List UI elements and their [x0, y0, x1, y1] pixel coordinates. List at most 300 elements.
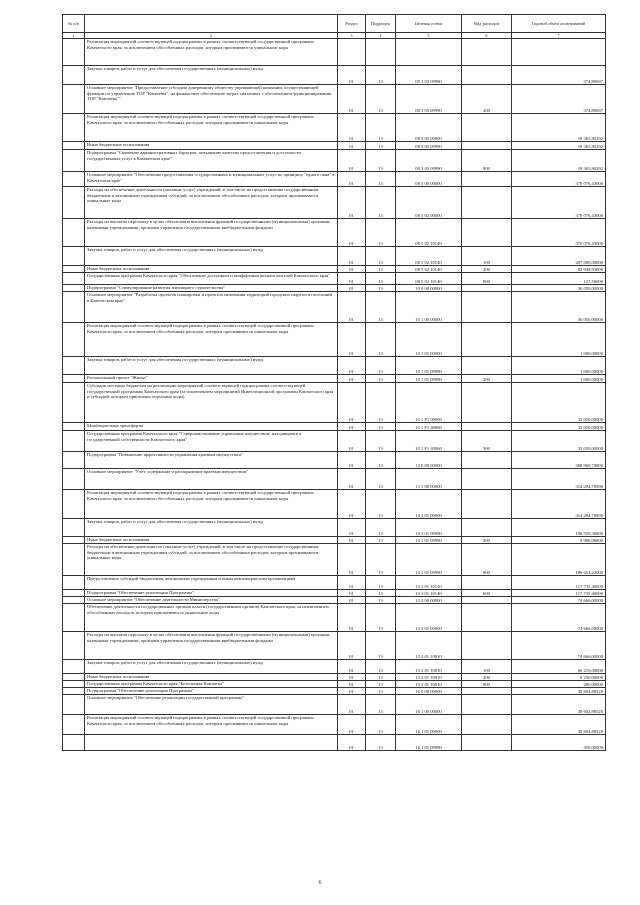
row-sum-cell: 374,89697 — [512, 66, 606, 85]
row-article-cell: 13 2 01 10010 — [396, 632, 462, 660]
row-num-cell — [63, 490, 85, 519]
row-article-cell: 13 1 00 00000 — [396, 469, 462, 490]
row-subchapter-cell: 13 — [366, 187, 396, 219]
row-sum-cell: 374,89697 — [512, 85, 606, 114]
row-name-cell: Закупка товаров, работ и услуг для обеспечения государственных (муниципальных) нужд — [85, 66, 338, 85]
row-subchapter-cell: 13 — [366, 266, 396, 273]
row-sum-cell: 370 076,43000 — [512, 172, 606, 187]
row-subchapter-cell: 13 — [366, 273, 396, 285]
row-name-cell: Основное мероприятие "Учет, содержание и распоряжение краевым имуществом" — [85, 469, 338, 490]
row-subchapter-cell: 13 — [366, 66, 396, 85]
row-name-cell: Основное мероприятие "Обеспечение предоставления государственных и муниципальных услуг по принципу "одного окна" в Камчатском крае" — [85, 172, 338, 187]
table-row — [63, 247, 606, 266]
row-subchapter-cell: 13 — [366, 357, 396, 375]
row-kind-cell — [462, 604, 512, 632]
row-chapter-cell: 01 — [338, 292, 366, 323]
row-num-cell — [63, 423, 85, 431]
row-chapter-cell: 01 — [338, 273, 366, 285]
row-kind-cell — [462, 323, 512, 357]
row-num-cell — [63, 519, 85, 537]
row-num-cell — [63, 660, 85, 674]
header-article: Целевая статья — [396, 15, 462, 33]
row-chapter-cell: 01 — [338, 66, 366, 85]
row-chapter-cell: 01 — [338, 632, 366, 660]
row-chapter-cell: 01 — [338, 674, 366, 681]
row-chapter-cell: 01 — [338, 695, 366, 715]
header-num: № п/п — [63, 15, 85, 33]
row-kind-cell — [462, 490, 512, 519]
row-num-cell — [63, 357, 85, 375]
header-subchapter: Подраздел — [366, 15, 396, 33]
row-name-cell: Подпрограмма "Повышение эффективности управления краевым имуществом" — [85, 452, 338, 469]
row-num-cell — [63, 537, 85, 544]
row-chapter-cell: 01 — [338, 285, 366, 292]
row-chapter-cell: 01 — [338, 423, 366, 431]
row-article-cell: 08 5 02 10140 — [396, 266, 462, 273]
row-num-cell — [63, 85, 85, 114]
row-name-cell: Межбюджетные трансферты — [85, 423, 338, 431]
row-subchapter-cell: 13 — [366, 172, 396, 187]
row-num-cell — [63, 187, 85, 219]
row-subchapter-cell: 13 — [366, 688, 396, 695]
row-article-cell: 13 1 01 09990 — [396, 519, 462, 537]
row-article-cell: 16 0 00 00000 — [396, 688, 462, 695]
row-chapter-cell: 01 — [338, 266, 366, 273]
budget-table — [62, 14, 606, 751]
row-chapter-cell: 01 — [338, 114, 366, 142]
row-kind-cell: 600 — [462, 590, 512, 597]
row-name-cell: Основное мероприятие "Обеспечение реализации государственной программы" — [85, 695, 338, 715]
row-chapter-cell: 01 — [338, 187, 366, 219]
row-article-cell: 08 3 05 00000 — [396, 114, 462, 142]
row-num-cell — [63, 172, 85, 187]
row-subchapter-cell: 13 — [366, 632, 396, 660]
row-sum-cell: 38 602,88528 — [512, 715, 606, 735]
row-num-cell — [63, 674, 85, 681]
row-article-cell: 13 2 01 00000 — [396, 604, 462, 632]
row-chapter-cell: 01 — [338, 357, 366, 375]
row-sum-cell: 36 050,00000 — [512, 292, 606, 323]
table-row — [63, 39, 606, 66]
row-name-cell: Иные бюджетные ассигнования — [85, 674, 338, 681]
row-chapter-cell: 01 — [338, 431, 366, 452]
table-row — [63, 266, 606, 273]
row-kind-cell — [462, 576, 512, 590]
row-name-cell: Реализация мероприятий соответствующей подпрограммы в рамках соответствующей государственной программы Камчатского края, за исключением обособленных расходов, которым присваиваются уникальные коды — [85, 114, 338, 142]
row-subchapter-cell: 13 — [366, 423, 396, 431]
header-sum: Годовой объем ассигнований — [512, 15, 606, 33]
row-chapter-cell: 01 — [338, 490, 366, 519]
row-sum-cell: 117 735,40000 — [512, 576, 606, 590]
row-sum-cell: 38 602,88528 — [512, 695, 606, 715]
row-kind-cell — [462, 285, 512, 292]
row-sum-cell: 1 000,00000 — [512, 375, 606, 383]
table-row — [63, 323, 606, 357]
row-kind-cell: 200 — [462, 85, 512, 114]
row-sum-cell: 200,00000 — [512, 681, 606, 688]
table-row — [63, 519, 606, 537]
row-num-cell — [63, 383, 85, 423]
row-subchapter-cell: 13 — [366, 660, 396, 674]
table-row — [63, 187, 606, 219]
row-num-cell — [63, 66, 85, 85]
row-subchapter-cell: 13 — [366, 695, 396, 715]
row-name-cell: Иные бюджетные ассигнования — [85, 266, 338, 273]
colnum-5: 5 — [396, 33, 462, 39]
row-name-cell: Расходы на обеспечение деятельности (оказание услуг) учреждений, в том числе на предоставление государственным бюджетным и автономным учреждениям субсидий, за исключением обособленных расходов, которым присваиваются уникальные коды — [85, 187, 338, 219]
row-article-cell: 13 1 01 09990 — [396, 537, 462, 544]
row-article-cell: 10 1 F1 40060 — [396, 423, 462, 431]
row-num-cell — [63, 544, 85, 576]
row-kind-cell: 200 — [462, 674, 512, 681]
row-article-cell: 08 5 00 00000 — [396, 172, 462, 187]
colnum-7: 7 — [512, 33, 606, 39]
row-sum-cell: 74 666,00000 — [512, 604, 606, 632]
row-kind-cell — [462, 519, 512, 537]
row-name-cell: Подпрограмма "Обеспечение реализации Программы" — [85, 688, 338, 695]
row-sum-cell: 18 365,80292 — [512, 150, 606, 172]
budget-table-sheet — [62, 14, 605, 751]
table-row — [63, 273, 606, 285]
row-article-cell: 08 5 02 10140 — [396, 273, 462, 285]
row-sum-cell: 18 365,80292 — [512, 114, 606, 142]
row-article-cell: 13 0 00 00000 — [396, 452, 462, 469]
row-num-cell — [63, 597, 85, 604]
table-row — [63, 576, 606, 590]
row-article-cell: 13 1 01 10140 — [396, 590, 462, 597]
table-row — [63, 431, 606, 452]
row-article-cell: 08 3 05 09990 — [396, 85, 462, 114]
row-sum-cell: 1 000,00000 — [512, 323, 606, 357]
row-subchapter-cell: 13 — [366, 219, 396, 247]
row-sum-cell: 388 969,70890 — [512, 452, 606, 469]
row-article-cell: 13 2 01 10010 — [396, 674, 462, 681]
row-name-cell: Закупка товаров, работ и услуг для обеспечения государственных (муниципальных) нужд — [85, 357, 338, 375]
colnum-4: 4 — [366, 33, 396, 39]
row-name-cell: Иные бюджетные ассигнования — [85, 537, 338, 544]
row-sum-cell: 18 365,80292 — [512, 142, 606, 150]
table-header-row — [63, 15, 606, 33]
table-row — [63, 490, 606, 519]
row-kind-cell: 200 — [462, 537, 512, 544]
row-kind-cell: 800 — [462, 150, 512, 172]
row-subchapter-cell: 13 — [366, 597, 396, 604]
row-kind-cell: 100 — [462, 247, 512, 266]
row-kind-cell — [462, 292, 512, 323]
row-article-cell: 10 0 00 00000 — [396, 285, 462, 292]
row-article-cell: 13 2 01 10010 — [396, 681, 462, 688]
row-name-cell: Расходы на выплаты персоналу в целях обеспечения выполнения функций государственными (муниципальными) органами, казенными учреждениями, органами управления государственными внебюджетными фондами — [85, 632, 338, 660]
row-sum-cell: 370 076,43000 — [512, 219, 606, 247]
row-num-cell — [63, 114, 85, 142]
row-chapter-cell: 01 — [338, 247, 366, 266]
row-kind-cell — [462, 114, 512, 142]
row-kind-cell: 800 — [462, 544, 512, 576]
row-num-cell — [63, 604, 85, 632]
row-name-cell: Государственная программа Камчатского края "Обеспечение доступным и комфортным жильем жителей Камчатского края" — [85, 273, 338, 285]
row-name-cell — [85, 735, 338, 751]
row-name-cell: Государственная программа Камчатского края "Совершенствование управления имуществом, находящимся в государственной собственности Камчатского края" — [85, 431, 338, 452]
row-kind-cell: 200 — [462, 266, 512, 273]
row-sum-cell: 35 050,00000 — [512, 423, 606, 431]
row-kind-cell — [462, 357, 512, 375]
table-row — [63, 172, 606, 187]
row-sum-cell: 1 000,00000 — [512, 357, 606, 375]
row-num-cell — [63, 576, 85, 590]
table-row — [63, 469, 606, 490]
row-chapter-cell: 01 — [338, 323, 366, 357]
table-row — [63, 590, 606, 597]
page-number: 6 — [318, 880, 322, 886]
row-sum-cell: 66 216,00000 — [512, 660, 606, 674]
row-kind-cell: 100 — [462, 660, 512, 674]
table-row — [63, 674, 606, 681]
row-chapter-cell: 01 — [338, 688, 366, 695]
row-article-cell: 16 1 01 09990 — [396, 735, 462, 751]
row-kind-cell — [462, 469, 512, 490]
row-num-cell — [63, 735, 85, 751]
row-kind-cell: 800 — [462, 273, 512, 285]
table-row — [63, 383, 606, 423]
row-subchapter-cell: 13 — [366, 604, 396, 632]
row-sum-cell: 314 294,70890 — [512, 469, 606, 490]
row-sum-cell: 314 294,70890 — [512, 490, 606, 519]
row-article-cell: 13 2 00 00000 — [396, 597, 462, 604]
row-subchapter-cell: 13 — [366, 85, 396, 114]
row-name-cell: Основное мероприятие "Предоставление субсидии доверенному обществу управляющей компании, осуществляющей функции по управлению ТОР "Камчатка", на финансовое обеспечение затрат, связанных с обеспечением функционирования ТОР "Камчатка"" — [85, 85, 338, 114]
row-subchapter-cell: 13 — [366, 544, 396, 576]
row-subchapter-cell: 13 — [366, 681, 396, 688]
row-name-cell: Обеспечение деятельности государственных органов власти (государственных органов) Камчатского края, за исключением обособленных расходов, которым присваиваются уникальные коды — [85, 604, 338, 632]
row-num-cell — [63, 590, 85, 597]
colnum-2: 2 — [85, 33, 338, 39]
row-article-cell: 10 1 01 09990 — [396, 375, 462, 383]
row-name-cell: Предоставление субсидий бюджетным, автономным учреждениям и иным некоммерческим организациям — [85, 576, 338, 590]
row-chapter-cell: 01 — [338, 660, 366, 674]
row-sum-cell: 127,50000 — [512, 273, 606, 285]
table-row — [63, 285, 606, 292]
row-subchapter-cell — [366, 39, 396, 66]
row-subchapter-cell: 13 — [366, 285, 396, 292]
row-subchapter-cell: 13 — [366, 383, 396, 423]
row-kind-cell: 500 — [462, 431, 512, 452]
table-row — [63, 604, 606, 632]
row-num-cell — [63, 39, 85, 66]
row-subchapter-cell: 13 — [366, 576, 396, 590]
table-row — [63, 150, 606, 172]
table-row — [63, 357, 606, 375]
row-chapter-cell: 01 — [338, 544, 366, 576]
table-row — [63, 660, 606, 674]
row-chapter-cell: 01 — [338, 172, 366, 187]
row-name-cell: Реализация мероприятий соответствующей подпрограммы в рамках соответствующей государственной программы Камчатского края, за исключением обособленных расходов, которым присваиваются уникальные коды — [85, 323, 338, 357]
row-num-cell — [63, 292, 85, 323]
row-num-cell — [63, 452, 85, 469]
row-name-cell: Подпрограмма "Снижение административных барьеров, повышение качества предоставления и доступности государственных услуг в Камчатском крае" — [85, 150, 338, 172]
table-row — [63, 66, 606, 85]
row-kind-cell — [462, 452, 512, 469]
row-name-cell: Реализация мероприятий соответствующей подпрограммы в рамках соответствующей государственной программы Камчатского края, за исключением обособленных расходов, которым присваиваются уникальные коды — [85, 490, 338, 519]
row-num-cell — [63, 688, 85, 695]
row-name-cell: Реализация мероприятий соответствующей подпрограммы в рамках соответствующей государственной программы Камчатского края, за исключением обособленных расходов, которым присваиваются уникальные коды — [85, 39, 338, 66]
table-row — [63, 632, 606, 660]
row-name-cell: Региональный проект "Жилье" — [85, 375, 338, 383]
row-name-cell: Субсидии местным бюджетам на реализацию мероприятий соответствующей подпрограммы соответствующей государственной программы Камчатского края (за исключением мероприятий Инвестиционной программы Камчатского края и субсидий, которым присвоены отдельные коды) — [85, 383, 338, 423]
row-subchapter-cell: 13 — [366, 469, 396, 490]
row-sum-cell: 74 666,00000 — [512, 632, 606, 660]
row-sum-cell: 35 050,00000 — [512, 431, 606, 452]
row-sum-cell: 186 653,22000 — [512, 544, 606, 576]
table-row — [63, 735, 606, 751]
row-kind-cell — [462, 688, 512, 695]
row-sum-cell: 74 666,00000 — [512, 597, 606, 604]
row-sum-cell: 9 906,06800 — [512, 537, 606, 544]
row-sum-cell: 287 000,00000 — [512, 247, 606, 266]
row-kind-cell: 200 — [462, 375, 512, 383]
row-num-cell — [63, 285, 85, 292]
row-sum-cell: 82 948,93000 — [512, 266, 606, 273]
table-row — [63, 85, 606, 114]
table-row — [63, 695, 606, 715]
row-sum-cell: 370 076,43000 — [512, 187, 606, 219]
row-subchapter-cell: 13 — [366, 431, 396, 452]
row-chapter-cell: 01 — [338, 715, 366, 735]
table-row — [63, 423, 606, 431]
row-subchapter-cell: 13 — [366, 292, 396, 323]
row-kind-cell — [462, 597, 512, 604]
row-article-cell: 08 5 02 10140 — [396, 247, 462, 266]
row-num-cell — [63, 219, 85, 247]
row-kind-cell — [462, 423, 512, 431]
row-sum-cell: 35 050,00000 — [512, 383, 606, 423]
row-article-cell: 13 1 01 00000 — [396, 490, 462, 519]
row-subchapter-cell: 13 — [366, 590, 396, 597]
row-subchapter-cell: 13 — [366, 114, 396, 142]
row-chapter-cell: 01 — [338, 375, 366, 383]
row-subchapter-cell: 13 — [366, 375, 396, 383]
row-num-cell — [63, 273, 85, 285]
row-article-cell: 08 3 03 09990 — [396, 66, 462, 85]
row-chapter-cell: 01 — [338, 590, 366, 597]
row-chapter-cell: 01 — [338, 681, 366, 688]
row-article-cell — [396, 39, 462, 66]
row-chapter-cell: 01 — [338, 219, 366, 247]
row-kind-cell — [462, 695, 512, 715]
row-num-cell — [63, 375, 85, 383]
row-name-cell: Основное мероприятие "Разработка проектов планировки и проектов межевания территорий городских округов и поселений в Камчатском крае" — [85, 292, 338, 323]
row-subchapter-cell: 13 — [366, 142, 396, 150]
row-num-cell — [63, 323, 85, 357]
row-subchapter-cell: 13 — [366, 452, 396, 469]
row-num-cell — [63, 469, 85, 490]
row-name-cell: Государственная программа Камчатского края "Безопасная Камчатка" — [85, 681, 338, 688]
row-num-cell — [63, 247, 85, 266]
row-kind-cell — [462, 219, 512, 247]
row-num-cell — [63, 715, 85, 735]
table-row — [63, 219, 606, 247]
row-subchapter-cell: 13 — [366, 323, 396, 357]
row-name-cell: Реализация мероприятий соответствующей подпрограммы в рамках соответствующей государственной программы Камчатского края, за исключением обособленных расходов, которым присваиваются уникальные коды — [85, 715, 338, 735]
row-chapter-cell: 01 — [338, 604, 366, 632]
row-kind-cell: 800 — [462, 681, 512, 688]
table-row — [63, 681, 606, 688]
row-kind-cell — [462, 735, 512, 751]
table-row — [63, 537, 606, 544]
table-row — [63, 688, 606, 695]
row-article-cell: 08 3 05 09990 — [396, 150, 462, 172]
row-name-cell: Расходы на выплаты персоналу в целях обеспечения выполнения функций государственными (муниципальными) органами, казенными учреждениями, органами управления государственными внебюджетными фондами — [85, 219, 338, 247]
row-chapter-cell: 01 — [338, 537, 366, 544]
row-chapter-cell: 01 — [338, 85, 366, 114]
header-kind: Вид расходов — [462, 15, 512, 33]
row-chapter-cell: 01 — [338, 597, 366, 604]
row-article-cell: 08 5 02 10140 — [396, 219, 462, 247]
row-article-cell: 13 2 01 10010 — [396, 660, 462, 674]
colnum-3: 3 — [338, 33, 366, 39]
row-sum-cell: 450,00000 — [512, 735, 606, 751]
row-chapter-cell: 01 — [338, 452, 366, 469]
row-article-cell: 08 3 05 09990 — [396, 142, 462, 150]
row-article-cell: 16 1 01 00000 — [396, 715, 462, 735]
row-chapter-cell: 01 — [338, 150, 366, 172]
row-kind-cell — [462, 39, 512, 66]
table-row — [63, 375, 606, 383]
table-row — [63, 452, 606, 469]
row-num-cell — [63, 695, 85, 715]
row-num-cell — [63, 681, 85, 688]
row-article-cell: 08 5 02 00000 — [396, 187, 462, 219]
row-num-cell — [63, 142, 85, 150]
row-article-cell: 10 1 01 00000 — [396, 323, 462, 357]
row-num-cell — [63, 266, 85, 273]
row-article-cell: 16 1 00 00000 — [396, 695, 462, 715]
table-row — [63, 142, 606, 150]
row-name-cell: Подпрограмма "Стимулирование развития жилищного строительства" — [85, 285, 338, 292]
row-subchapter-cell: 13 — [366, 674, 396, 681]
colnum-1: 1 — [63, 33, 85, 39]
row-num-cell — [63, 632, 85, 660]
row-chapter-cell — [338, 39, 366, 66]
row-kind-cell — [462, 66, 512, 85]
row-article-cell: 10 1 00 00000 — [396, 292, 462, 323]
row-chapter-cell: 01 — [338, 469, 366, 490]
row-subchapter-cell: 13 — [366, 537, 396, 544]
table-row — [63, 114, 606, 142]
row-name-cell: Подпрограмма "Обеспечение реализации Программы" — [85, 590, 338, 597]
row-chapter-cell: 01 — [338, 576, 366, 590]
row-name-cell: Закупка товаров, работ и услуг для обеспечения государственных (муниципальных) нужд — [85, 660, 338, 674]
row-name-cell: Иные бюджетные ассигнования — [85, 142, 338, 150]
row-chapter-cell: 01 — [338, 735, 366, 751]
row-kind-cell — [462, 715, 512, 735]
row-article-cell: 10 1 F1 00000 — [396, 383, 462, 423]
row-chapter-cell: 01 — [338, 142, 366, 150]
row-num-cell — [63, 150, 85, 172]
row-kind-cell — [462, 632, 512, 660]
row-subchapter-cell: 13 — [366, 490, 396, 519]
row-article-cell: 13 1 01 10140 — [396, 576, 462, 590]
row-sum-cell: 8 250,00000 — [512, 674, 606, 681]
row-subchapter-cell: 13 — [366, 715, 396, 735]
table-row — [63, 544, 606, 576]
row-kind-cell — [462, 142, 512, 150]
row-kind-cell — [462, 187, 512, 219]
header-name — [85, 15, 338, 33]
row-sum-cell: 196 559,30800 — [512, 519, 606, 537]
row-num-cell — [63, 431, 85, 452]
row-kind-cell — [462, 383, 512, 423]
table-row — [63, 597, 606, 604]
